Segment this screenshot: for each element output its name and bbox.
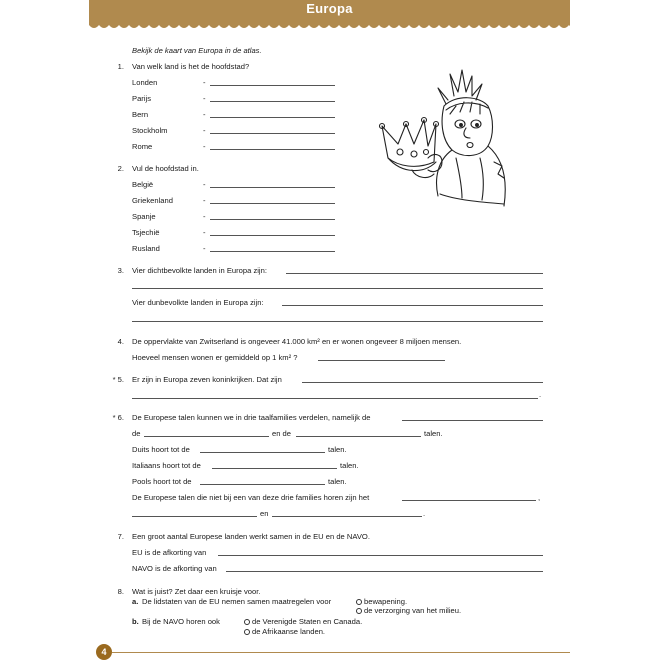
q6-text-e1: Pools hoort tot de: [132, 477, 192, 486]
q6-text-a: De Europese talen kunnen we in drie taalfamilies verdelen, namelijk de: [132, 413, 371, 422]
q2-item-dash: -: [203, 212, 206, 221]
q6-text-d1: Italiaans hoort tot de: [132, 461, 201, 470]
q6-text-b2: en de: [272, 429, 292, 438]
q1-item-dash: -: [203, 78, 206, 87]
q1-item-label: Parijs: [132, 94, 151, 103]
radio-circle-icon[interactable]: [244, 619, 250, 625]
q2-answer-line[interactable]: [210, 219, 335, 220]
q2-item-dash: -: [203, 180, 206, 189]
q8-b-option-1[interactable]: [244, 617, 362, 626]
q1-item-label: Londen: [132, 78, 158, 87]
q5-text: Er zijn in Europa zeven koninkrijken. Dat zijn: [132, 375, 282, 384]
q2-answer-line[interactable]: [210, 187, 335, 188]
q6-text-d2: talen.: [340, 461, 359, 470]
q3-answer-line-1[interactable]: [286, 273, 543, 274]
q6-text-g-end: .: [423, 509, 426, 518]
q8-b-option-2[interactable]: [244, 627, 325, 636]
q8-number: 8.: [117, 587, 124, 596]
q1-answer-line[interactable]: [210, 149, 335, 150]
q6-answer-line-1[interactable]: [402, 420, 543, 421]
q7-text: Een groot aantal Europese landen werkt samen in de EU en de NAVO.: [132, 532, 370, 541]
q2-item-label: Griekenland: [132, 196, 173, 205]
q6-answer-line-9[interactable]: [272, 516, 422, 517]
q8-a-option-2-label: de verzorging van het milieu.: [364, 606, 462, 615]
q4-text-b: Hoeveel mensen wonen er gemiddeld op 1 km² ?: [132, 353, 298, 362]
q6-answer-line-4[interactable]: [200, 452, 325, 453]
q2-answer-line[interactable]: [210, 203, 335, 204]
q1-answer-line[interactable]: [210, 133, 335, 134]
q2-item-dash: -: [203, 244, 206, 253]
q2-item-label: Rusland: [132, 244, 160, 253]
q6-text-g: en: [260, 509, 269, 518]
q3-text-a: Vier dichtbevolkte landen in Europa zijn:: [132, 266, 267, 275]
q7-number: 7.: [117, 532, 124, 541]
q6-answer-line-2[interactable]: [144, 436, 269, 437]
q6-text-b3: talen.: [424, 429, 443, 438]
q1-item-label: Stockholm: [132, 126, 168, 135]
q1-item-dash: -: [203, 94, 206, 103]
q8-a-option-1-label: bewapening.: [364, 597, 408, 606]
q7-answer-line-2[interactable]: [226, 571, 543, 572]
q6-text-b1: de: [132, 429, 141, 438]
q2-answer-line[interactable]: [210, 235, 335, 236]
q1-item-dash: -: [203, 110, 206, 119]
q2-item-dash: -: [203, 228, 206, 237]
page-header: [89, 0, 570, 24]
q6-text-f-end: ,: [538, 493, 541, 502]
q6-answer-line-3[interactable]: [296, 436, 421, 437]
q1-text: Van welk land is het de hoofdstad?: [132, 62, 250, 71]
q2-item-dash: -: [203, 196, 206, 205]
q6-text-e2: talen.: [328, 477, 347, 486]
instruction-text: Bekijk de kaart van Europa in de atlas.: [132, 46, 262, 55]
q4-text-a: De oppervlakte van Zwitserland is ongeveer 41.000 km² en er wonen ongeveer 8 miljoen mensen.: [132, 337, 462, 346]
q1-item-label: Bern: [132, 110, 149, 119]
page-number-badge: 4: [96, 644, 112, 660]
header-wave-border: [89, 22, 570, 30]
footer-divider: [112, 652, 570, 653]
q1-item-label: Rome: [132, 142, 153, 151]
q8-a-text: De lidstaten van de EU nemen samen maatregelen voor: [142, 597, 332, 606]
q6-text-c1: Duits hoort tot de: [132, 445, 190, 454]
radio-circle-icon[interactable]: [356, 599, 362, 605]
q5-answer-line-2[interactable]: [132, 398, 538, 399]
q5-answer-line-1[interactable]: [302, 382, 543, 383]
q3-answer-line-4[interactable]: [132, 321, 543, 322]
q2-number: 2.: [117, 164, 124, 173]
q8-b-option-1-label: de Verenigde Staten en Canada.: [252, 617, 363, 626]
q6-answer-line-8[interactable]: [132, 516, 257, 517]
radio-circle-icon[interactable]: [356, 608, 362, 614]
q5-number: * 5.: [112, 375, 124, 384]
q8-a-label: a.: [132, 597, 139, 606]
q3-text-b: Vier dunbevolkte landen in Europa zijn:: [132, 298, 264, 307]
page-title: Europa: [306, 1, 353, 16]
q6-answer-line-7[interactable]: [402, 500, 536, 501]
q4-answer-line[interactable]: [318, 360, 445, 361]
q1-answer-line[interactable]: [210, 117, 335, 118]
q2-item-label: België: [132, 180, 154, 189]
q6-text-f: De Europese talen die niet bij een van deze drie families horen zijn het: [132, 493, 370, 502]
q3-number: 3.: [117, 266, 124, 275]
q8-b-option-2-label: de Afrikaanse landen.: [252, 627, 326, 636]
q8-a-option-2[interactable]: [356, 606, 461, 615]
q1-item-dash: -: [203, 126, 206, 135]
q7-text-a: EU is de afkorting van: [132, 548, 207, 557]
q8-a-option-1[interactable]: [356, 597, 407, 606]
q2-text: Vul de hoofdstad in.: [132, 164, 199, 173]
q7-text-b: NAVO is de afkorting van: [132, 564, 217, 573]
q4-number: 4.: [117, 337, 124, 346]
king-with-crown-illustration: [376, 66, 526, 226]
q1-answer-line[interactable]: [210, 101, 335, 102]
q2-item-label: Spanje: [132, 212, 156, 221]
q3-answer-line-3[interactable]: [282, 305, 543, 306]
q1-answer-line[interactable]: [210, 85, 335, 86]
q5-end: .: [539, 390, 542, 399]
q8-b-text: Bij de NAVO horen ook: [142, 617, 220, 626]
q6-number: * 6.: [112, 413, 124, 422]
q7-answer-line-1[interactable]: [218, 555, 543, 556]
q2-item-label: Tsjechië: [132, 228, 160, 237]
q3-answer-line-2[interactable]: [132, 288, 543, 289]
radio-circle-icon[interactable]: [244, 629, 250, 635]
q6-text-c2: talen.: [328, 445, 347, 454]
q8-b-label: b.: [132, 617, 139, 626]
q8-text: Wat is juist? Zet daar een kruisje voor.: [132, 587, 261, 596]
q6-answer-line-6[interactable]: [200, 484, 325, 485]
q1-item-dash: -: [203, 142, 206, 151]
q2-answer-line[interactable]: [210, 251, 335, 252]
q6-answer-line-5[interactable]: [212, 468, 337, 469]
q1-number: 1.: [117, 62, 124, 71]
